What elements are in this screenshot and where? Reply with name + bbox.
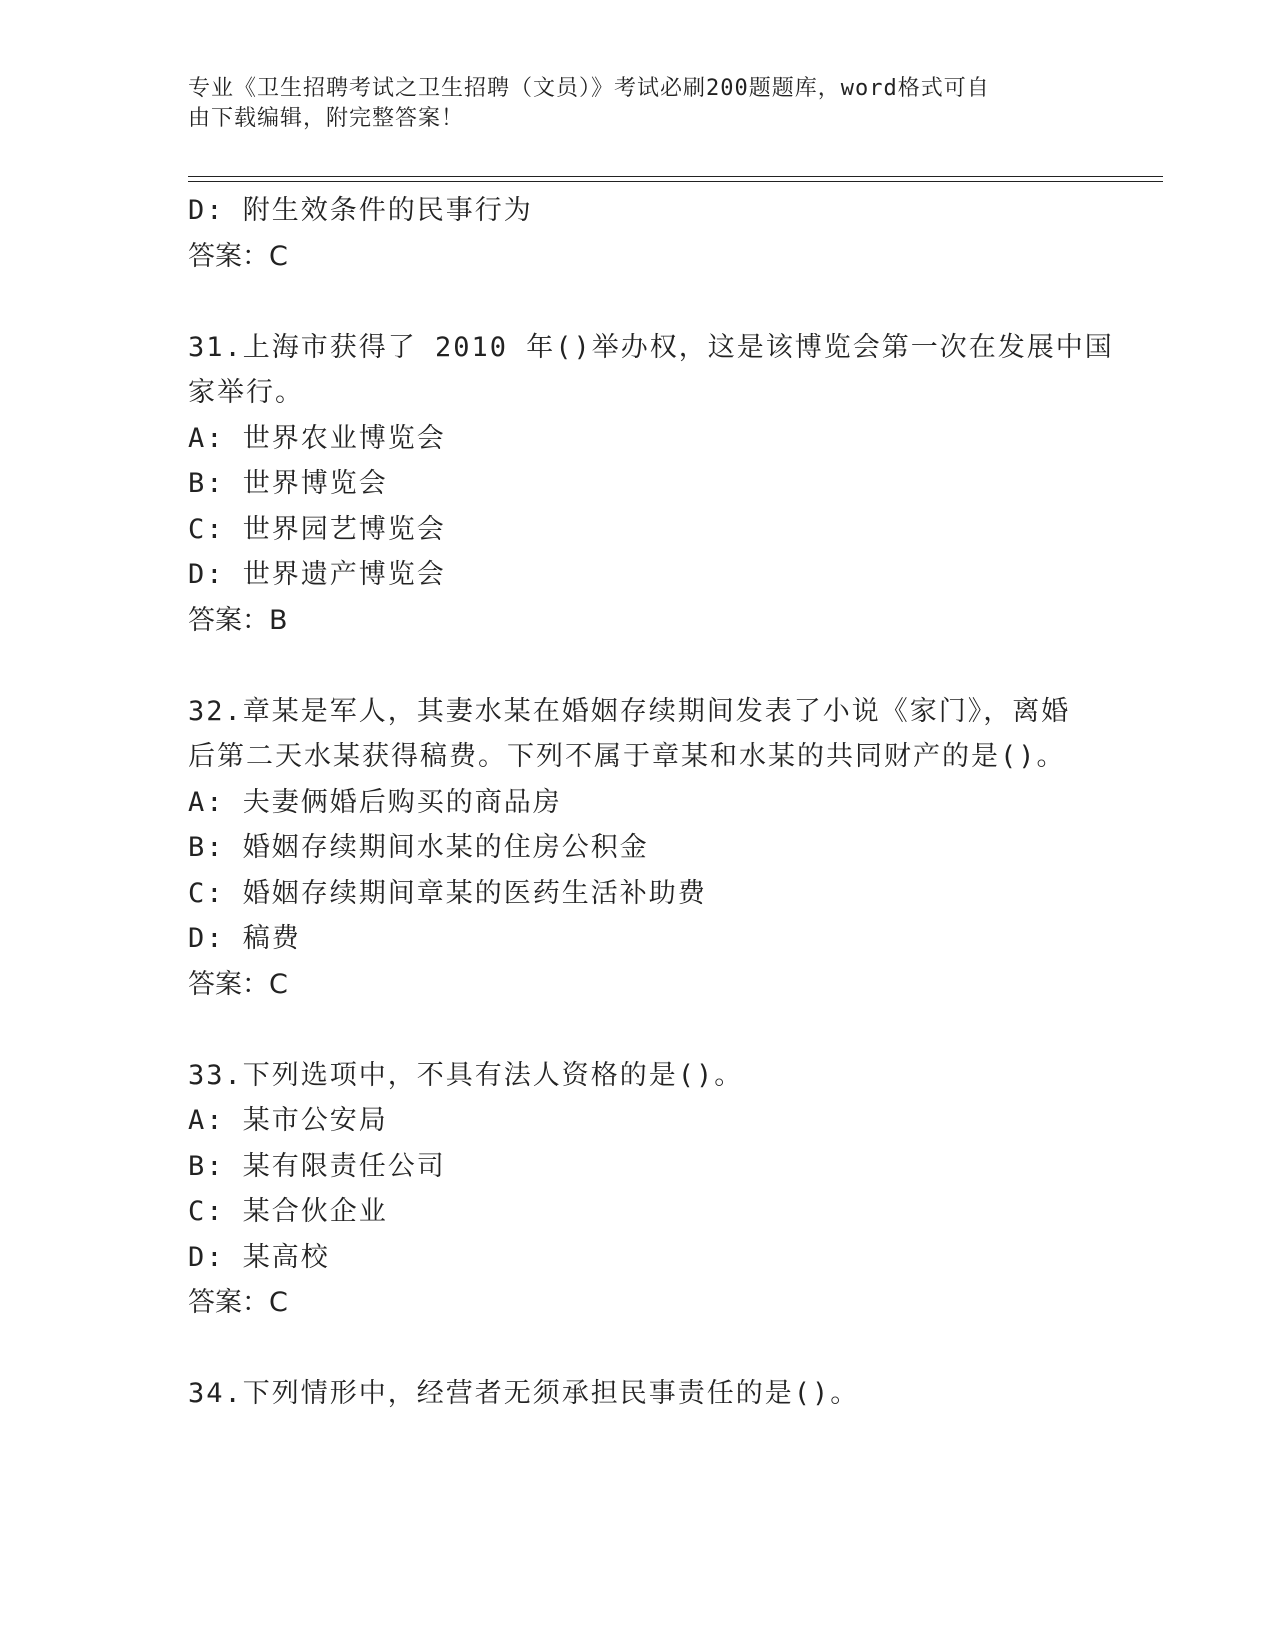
option-b: B: 某有限责任公司 (188, 1150, 446, 1182)
page-header (188, 74, 1068, 134)
question-31 (188, 325, 1114, 644)
spacer (188, 1326, 1088, 1372)
header-line-1: 专业《卫生招聘考试之卫生招聘（文员）》考试必刷200题题库，word格式可自 (188, 76, 990, 101)
answer-text: 答案：C (188, 968, 288, 1000)
option-c: C: 某合伙企业 (188, 1196, 388, 1227)
option-c: C: 婚姻存续期间章某的医药生活补助费 (188, 877, 707, 909)
answer-text: 答案：C (188, 240, 288, 272)
option-b: B: 婚姻存续期间水某的住房公积金 (188, 832, 649, 863)
option-a: A: 某市公安局 (188, 1105, 388, 1136)
option-d: D: 稿费 (188, 923, 301, 954)
option-a: A: 夫妻俩婚后购买的商品房 (188, 786, 562, 818)
option-a: A: 世界农业博览会 (188, 422, 446, 454)
question-33 (188, 1053, 1088, 1326)
question-stem: 33.下列选项中，不具有法人资格的是()。 (188, 1059, 744, 1091)
question-stem-cont: 后第二天水某获得稿费。下列不属于章某和水某的共同财产的是()。 (188, 741, 1066, 772)
option-d: D: 世界遗产博览会 (188, 559, 446, 590)
header-line-2: 由下载编辑，附完整答案！ (188, 106, 465, 131)
option-d: D: 某高校 (188, 1241, 330, 1273)
answer-text: 答案：C (188, 1287, 288, 1318)
option-d-text: D: 附生效条件的民事行为 (188, 195, 533, 226)
spacer (188, 279, 1088, 325)
header-divider-top (188, 176, 1163, 177)
document-body (188, 188, 1114, 1417)
header-divider-bottom (188, 181, 1163, 182)
question-32 (188, 689, 1088, 1008)
question-stem: 34.下列情形中，经营者无须承担民事责任的是()。 (188, 1378, 860, 1409)
question-stem: 31.上海市获得了 2010 年()举办权，这是该博览会第一次在发展中国 (188, 331, 1114, 363)
question-34 (188, 1371, 1088, 1417)
spacer (188, 1007, 1088, 1053)
question-stem: 32.章某是军人，其妻水某在婚姻存续期间发表了小说《家门》，离婚 (188, 695, 1071, 727)
option-c: C: 世界园艺博览会 (188, 513, 446, 545)
spacer (188, 643, 1088, 689)
option-b: B: 世界博览会 (188, 468, 388, 499)
question-stem-cont: 家举行。 (188, 377, 304, 408)
answer-text: 答案：B (188, 604, 288, 636)
